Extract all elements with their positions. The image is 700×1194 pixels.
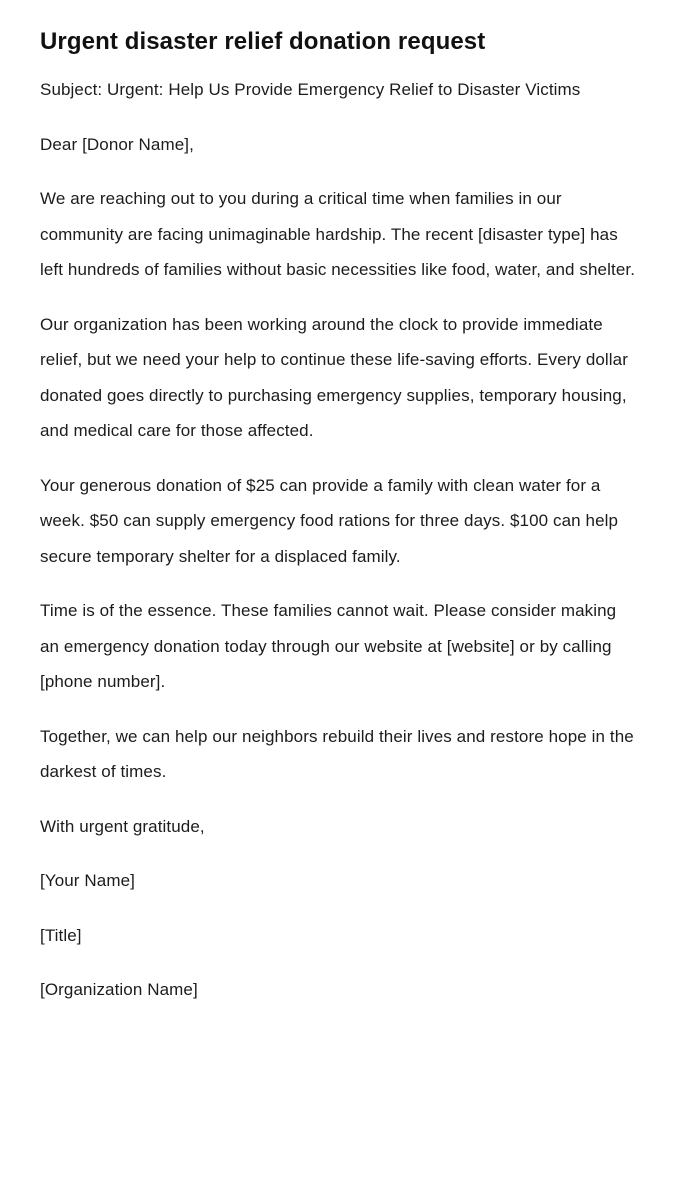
paragraph-salutation: Dear [Donor Name], xyxy=(40,134,194,154)
paragraph-body-2: Our organization has been working around the clock to provide immediate relief, but we need your help to continue these life-saving efforts. Every dollar donated goes directly to purchasing emergency supplies, temporary housing, and medical care for those affected. xyxy=(40,314,629,440)
paragraph-subject: Subject: Urgent: Help Us Provide Emergency Relief to Disaster Victims xyxy=(40,80,581,99)
paragraph-signature-title: [Title] xyxy=(40,925,82,945)
paragraph-body-4: Time is of the essence. These families cannot wait. Please consider making an emergency donation today through our website at [website] or by calling [phone number]. xyxy=(40,601,617,691)
paragraph-body-3: Your generous donation of $25 can provide a family with clean water for a week. $50 can supply emergency food rations for three days. $100 can help secure temporary shelter for a displaced family. xyxy=(40,475,619,566)
document-title: Urgent disaster relief donation request xyxy=(40,28,486,55)
paragraph-signature-name: [Your Name] xyxy=(40,871,135,890)
paragraph-signature-organization: [Organization Name] xyxy=(40,980,198,999)
paragraph-body-5: Together, we can help our neighbors rebuild their lives and restore hope in the darkest of times. xyxy=(40,726,634,781)
paragraph-closing: With urgent gratitude, xyxy=(40,816,205,836)
paragraph-body-1: We are reaching out to you during a critical time when families in our community are facing unimaginable hardship. The recent [disaster type] has left hundreds of families without basic necessities like food, water, and shelter. xyxy=(40,189,636,279)
